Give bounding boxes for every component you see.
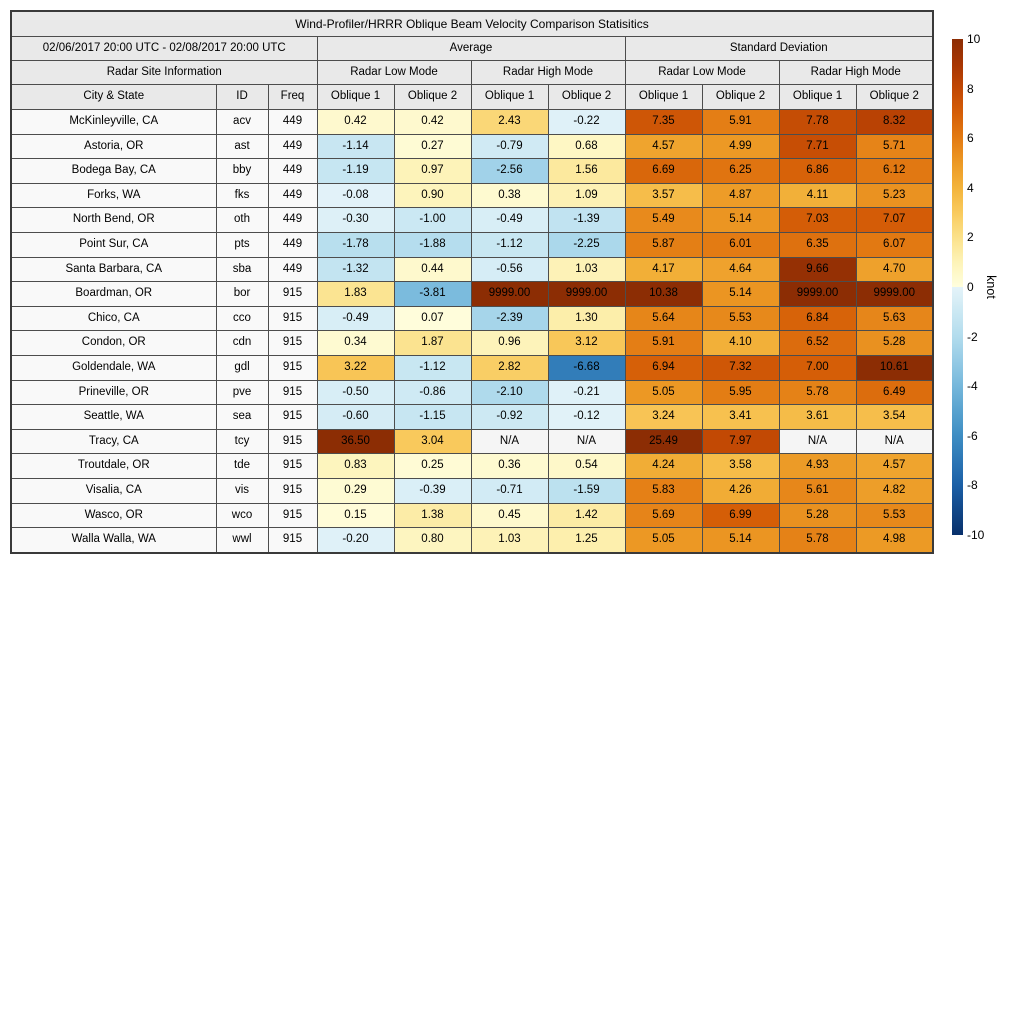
value-cell: N/A	[471, 429, 548, 454]
value-cell: 6.12	[856, 159, 933, 184]
table-row	[11, 282, 933, 307]
value-cell: 6.69	[625, 159, 702, 184]
value-cell: 5.69	[625, 503, 702, 528]
value-cell: 0.96	[471, 331, 548, 356]
colorbar-tick-label: -4	[967, 379, 978, 394]
value-cell: 5.28	[856, 331, 933, 356]
col-oblique-3: Oblique 1	[471, 85, 548, 110]
value-cell: 7.71	[779, 134, 856, 159]
freq-cell: 915	[268, 405, 317, 430]
freq-cell: 915	[268, 331, 317, 356]
sd-radar-low-mode: Radar Low Mode	[625, 61, 779, 85]
value-cell: 0.07	[394, 306, 471, 331]
value-cell: 6.84	[779, 306, 856, 331]
value-cell: 0.38	[471, 183, 548, 208]
value-cell: -1.12	[471, 232, 548, 257]
value-cell: -2.25	[548, 232, 625, 257]
value-cell: 4.11	[779, 183, 856, 208]
freq-cell: 449	[268, 257, 317, 282]
value-cell: 3.12	[548, 331, 625, 356]
value-cell: -2.39	[471, 306, 548, 331]
city-cell: Troutdale, OR	[11, 454, 216, 479]
value-cell: -0.39	[394, 478, 471, 503]
column-header-row	[11, 85, 933, 110]
colorbar-tick-label: -10	[967, 528, 985, 542]
value-cell: 4.70	[856, 257, 933, 282]
value-cell: 10.38	[625, 282, 702, 307]
col-freq: Freq	[268, 85, 317, 110]
value-cell: 5.91	[702, 110, 779, 135]
value-cell: 0.90	[394, 183, 471, 208]
table-row	[11, 232, 933, 257]
value-cell: -0.50	[317, 380, 394, 405]
freq-cell: 915	[268, 503, 317, 528]
city-cell: Walla Walla, WA	[11, 528, 216, 553]
value-cell: 5.28	[779, 503, 856, 528]
city-cell: Point Sur, CA	[11, 232, 216, 257]
value-cell: 5.23	[856, 183, 933, 208]
table-row	[11, 528, 933, 553]
table-body	[11, 110, 933, 553]
value-cell: 6.52	[779, 331, 856, 356]
value-cell: 2.82	[471, 355, 548, 380]
value-cell: 9999.00	[471, 282, 548, 307]
value-cell: 7.03	[779, 208, 856, 233]
freq-cell: 915	[268, 282, 317, 307]
col-oblique-7: Oblique 1	[779, 85, 856, 110]
value-cell: 36.50	[317, 429, 394, 454]
value-cell: -2.56	[471, 159, 548, 184]
value-cell: 3.22	[317, 355, 394, 380]
id-cell: bor	[216, 282, 268, 307]
freq-cell: 915	[268, 528, 317, 553]
city-cell: Tracy, CA	[11, 429, 216, 454]
table-row	[11, 454, 933, 479]
value-cell: -0.49	[317, 306, 394, 331]
freq-cell: 449	[268, 183, 317, 208]
freq-cell: 915	[268, 306, 317, 331]
id-cell: vis	[216, 478, 268, 503]
value-cell: -0.92	[471, 405, 548, 430]
value-cell: -1.59	[548, 478, 625, 503]
value-cell: 0.83	[317, 454, 394, 479]
city-cell: Prineville, OR	[11, 380, 216, 405]
value-cell: -0.08	[317, 183, 394, 208]
value-cell: 25.49	[625, 429, 702, 454]
id-cell: gdl	[216, 355, 268, 380]
value-cell: -1.39	[548, 208, 625, 233]
value-cell: 5.14	[702, 528, 779, 553]
value-cell: 5.53	[856, 503, 933, 528]
value-cell: 5.71	[856, 134, 933, 159]
value-cell: 0.80	[394, 528, 471, 553]
value-cell: 4.10	[702, 331, 779, 356]
value-cell: 5.78	[779, 528, 856, 553]
value-cell: N/A	[779, 429, 856, 454]
value-cell: 1.09	[548, 183, 625, 208]
title-row	[11, 11, 933, 37]
table-row	[11, 134, 933, 159]
col-oblique-6: Oblique 2	[702, 85, 779, 110]
freq-cell: 449	[268, 208, 317, 233]
value-cell: 3.58	[702, 454, 779, 479]
value-cell: 0.36	[471, 454, 548, 479]
value-cell: 9999.00	[856, 282, 933, 307]
table-row	[11, 503, 933, 528]
value-cell: 3.24	[625, 405, 702, 430]
value-cell: 5.87	[625, 232, 702, 257]
value-cell: -1.78	[317, 232, 394, 257]
value-cell: 4.64	[702, 257, 779, 282]
radar-site-information: Radar Site Information	[11, 61, 317, 85]
statistics-table	[10, 10, 934, 554]
table-row	[11, 110, 933, 135]
freq-cell: 915	[268, 380, 317, 405]
colorbar-tick-label: 4	[967, 180, 974, 195]
table-title: Wind-Profiler/HRRR Oblique Beam Velocity Comparison Statisitics	[11, 11, 933, 37]
city-cell: Astoria, OR	[11, 134, 216, 159]
date-range: 02/06/2017 20:00 UTC - 02/08/2017 20:00 UTC	[11, 37, 317, 61]
value-cell: 5.05	[625, 380, 702, 405]
group-average: Average	[317, 37, 625, 61]
city-cell: North Bend, OR	[11, 208, 216, 233]
value-cell: 0.54	[548, 454, 625, 479]
value-cell: 2.43	[471, 110, 548, 135]
value-cell: -6.68	[548, 355, 625, 380]
id-cell: wwl	[216, 528, 268, 553]
freq-cell: 449	[268, 134, 317, 159]
value-cell: 10.61	[856, 355, 933, 380]
id-cell: cdn	[216, 331, 268, 356]
value-cell: 0.25	[394, 454, 471, 479]
value-cell: 3.04	[394, 429, 471, 454]
value-cell: 9.66	[779, 257, 856, 282]
colorbar-tick-label: 0	[967, 280, 974, 294]
value-cell: 7.07	[856, 208, 933, 233]
col-city-state: City & State	[11, 85, 216, 110]
value-cell: 5.49	[625, 208, 702, 233]
value-cell: 4.57	[856, 454, 933, 479]
value-cell: 6.99	[702, 503, 779, 528]
value-cell: 4.98	[856, 528, 933, 553]
colorbar-unit-label: knot	[984, 275, 998, 299]
value-cell: 3.61	[779, 405, 856, 430]
value-cell: 6.86	[779, 159, 856, 184]
col-oblique-1: Oblique 1	[317, 85, 394, 110]
id-cell: cco	[216, 306, 268, 331]
value-cell: 5.64	[625, 306, 702, 331]
value-cell: 0.42	[317, 110, 394, 135]
city-cell: Bodega Bay, CA	[11, 159, 216, 184]
col-id: ID	[216, 85, 268, 110]
city-cell: Forks, WA	[11, 183, 216, 208]
value-cell: 5.63	[856, 306, 933, 331]
colorbar-tick-label: 2	[967, 230, 974, 245]
id-cell: oth	[216, 208, 268, 233]
id-cell: tde	[216, 454, 268, 479]
freq-cell: 449	[268, 159, 317, 184]
table-row	[11, 183, 933, 208]
table-row	[11, 478, 933, 503]
table-row	[11, 306, 933, 331]
avg-radar-low-mode: Radar Low Mode	[317, 61, 471, 85]
id-cell: sba	[216, 257, 268, 282]
value-cell: -0.60	[317, 405, 394, 430]
value-cell: 6.07	[856, 232, 933, 257]
value-cell: -0.22	[548, 110, 625, 135]
table-row	[11, 429, 933, 454]
value-cell: 0.34	[317, 331, 394, 356]
table-row	[11, 380, 933, 405]
value-cell: 1.25	[548, 528, 625, 553]
value-cell: -1.12	[394, 355, 471, 380]
value-cell: -1.14	[317, 134, 394, 159]
value-cell: 5.91	[625, 331, 702, 356]
sd-radar-high-mode: Radar High Mode	[779, 61, 933, 85]
group-header-row	[11, 37, 933, 61]
city-cell: Condon, OR	[11, 331, 216, 356]
value-cell: 0.27	[394, 134, 471, 159]
mode-header-row	[11, 61, 933, 85]
id-cell: wco	[216, 503, 268, 528]
value-cell: 4.87	[702, 183, 779, 208]
city-cell: Goldendale, WA	[11, 355, 216, 380]
id-cell: pve	[216, 380, 268, 405]
value-cell: 1.56	[548, 159, 625, 184]
id-cell: fks	[216, 183, 268, 208]
value-cell: 1.38	[394, 503, 471, 528]
value-cell: -0.30	[317, 208, 394, 233]
city-cell: Boardman, OR	[11, 282, 216, 307]
id-cell: bby	[216, 159, 268, 184]
value-cell: 6.35	[779, 232, 856, 257]
value-cell: -2.10	[471, 380, 548, 405]
value-cell: -1.15	[394, 405, 471, 430]
colorbar-tick-label: 10	[967, 32, 981, 46]
value-cell: 5.05	[625, 528, 702, 553]
city-cell: Chico, CA	[11, 306, 216, 331]
value-cell: -0.56	[471, 257, 548, 282]
colorbar	[952, 39, 963, 535]
value-cell: 0.15	[317, 503, 394, 528]
value-cell: 5.83	[625, 478, 702, 503]
col-oblique-2: Oblique 2	[394, 85, 471, 110]
table-row	[11, 405, 933, 430]
value-cell: 1.30	[548, 306, 625, 331]
value-cell: 5.14	[702, 282, 779, 307]
table-row	[11, 257, 933, 282]
value-cell: 5.78	[779, 380, 856, 405]
freq-cell: 915	[268, 355, 317, 380]
avg-radar-high-mode: Radar High Mode	[471, 61, 625, 85]
value-cell: 1.42	[548, 503, 625, 528]
value-cell: N/A	[548, 429, 625, 454]
table-row	[11, 208, 933, 233]
id-cell: pts	[216, 232, 268, 257]
id-cell: sea	[216, 405, 268, 430]
value-cell: 1.83	[317, 282, 394, 307]
table-row	[11, 159, 933, 184]
value-cell: -0.79	[471, 134, 548, 159]
value-cell: 4.99	[702, 134, 779, 159]
value-cell: 7.00	[779, 355, 856, 380]
value-cell: 7.32	[702, 355, 779, 380]
freq-cell: 915	[268, 478, 317, 503]
value-cell: 0.29	[317, 478, 394, 503]
colorbar-tick-label: -6	[967, 428, 978, 443]
value-cell: 5.95	[702, 380, 779, 405]
value-cell: 4.57	[625, 134, 702, 159]
value-cell: 5.14	[702, 208, 779, 233]
value-cell: -1.19	[317, 159, 394, 184]
value-cell: -1.32	[317, 257, 394, 282]
value-cell: 0.68	[548, 134, 625, 159]
value-cell: 5.61	[779, 478, 856, 503]
id-cell: acv	[216, 110, 268, 135]
colorbar-tick-label: -8	[967, 478, 978, 493]
value-cell: -0.12	[548, 405, 625, 430]
city-cell: Visalia, CA	[11, 478, 216, 503]
value-cell: 6.94	[625, 355, 702, 380]
freq-cell: 449	[268, 232, 317, 257]
value-cell: 6.49	[856, 380, 933, 405]
table-row	[11, 331, 933, 356]
table-row	[11, 355, 933, 380]
value-cell: 6.01	[702, 232, 779, 257]
freq-cell: 449	[268, 110, 317, 135]
col-oblique-5: Oblique 1	[625, 85, 702, 110]
value-cell: -0.21	[548, 380, 625, 405]
value-cell: -0.71	[471, 478, 548, 503]
value-cell: 0.44	[394, 257, 471, 282]
freq-cell: 915	[268, 429, 317, 454]
value-cell: 6.25	[702, 159, 779, 184]
value-cell: 5.53	[702, 306, 779, 331]
id-cell: ast	[216, 134, 268, 159]
value-cell: 1.87	[394, 331, 471, 356]
city-cell: Wasco, OR	[11, 503, 216, 528]
city-cell: McKinleyville, CA	[11, 110, 216, 135]
value-cell: 1.03	[471, 528, 548, 553]
value-cell: 9999.00	[548, 282, 625, 307]
id-cell: tcy	[216, 429, 268, 454]
value-cell: 9999.00	[779, 282, 856, 307]
value-cell: 4.82	[856, 478, 933, 503]
colorbar-tick-label: 8	[967, 81, 974, 96]
group-standard-deviation: Standard Deviation	[625, 37, 933, 61]
value-cell: 1.03	[548, 257, 625, 282]
colorbar-tick-label: 6	[967, 131, 974, 146]
freq-cell: 915	[268, 454, 317, 479]
col-oblique-4: Oblique 2	[548, 85, 625, 110]
value-cell: 4.26	[702, 478, 779, 503]
value-cell: -0.86	[394, 380, 471, 405]
value-cell: 4.93	[779, 454, 856, 479]
value-cell: 4.17	[625, 257, 702, 282]
value-cell: -1.88	[394, 232, 471, 257]
value-cell: 8.32	[856, 110, 933, 135]
value-cell: 3.57	[625, 183, 702, 208]
value-cell: 0.45	[471, 503, 548, 528]
city-cell: Seattle, WA	[11, 405, 216, 430]
value-cell: -0.49	[471, 208, 548, 233]
value-cell: 7.78	[779, 110, 856, 135]
value-cell: 7.35	[625, 110, 702, 135]
value-cell: 3.54	[856, 405, 933, 430]
value-cell: 0.42	[394, 110, 471, 135]
value-cell: 4.24	[625, 454, 702, 479]
value-cell: 3.41	[702, 405, 779, 430]
value-cell: 0.97	[394, 159, 471, 184]
value-cell: -3.81	[394, 282, 471, 307]
value-cell: 7.97	[702, 429, 779, 454]
value-cell: -1.00	[394, 208, 471, 233]
value-cell: N/A	[856, 429, 933, 454]
colorbar-tick-label: -2	[967, 329, 978, 344]
value-cell: -0.20	[317, 528, 394, 553]
city-cell: Santa Barbara, CA	[11, 257, 216, 282]
col-oblique-8: Oblique 2	[856, 85, 933, 110]
